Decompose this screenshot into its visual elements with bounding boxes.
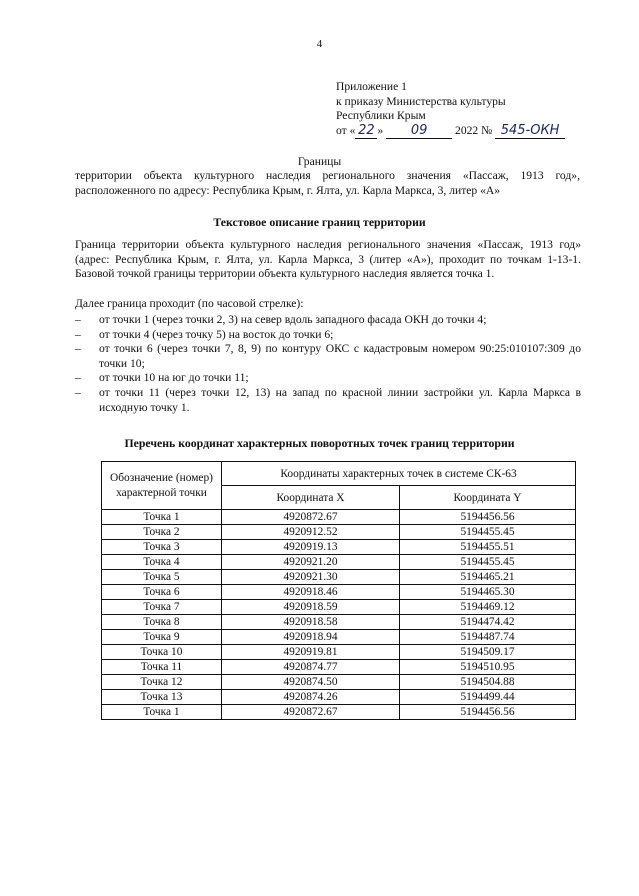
table-row bbox=[102, 690, 576, 705]
table-row bbox=[102, 675, 576, 690]
date-mid: » bbox=[377, 123, 384, 137]
cell-point: Точка 7 bbox=[102, 600, 222, 615]
cell-x: 4920918.94 bbox=[222, 630, 400, 645]
cell-y: 5194504.88 bbox=[400, 675, 576, 690]
list-bullet: – bbox=[75, 342, 81, 356]
section-heading: Текстовое описание границ территории bbox=[213, 215, 426, 229]
cell-y: 5194465.30 bbox=[400, 585, 576, 600]
table-row bbox=[102, 570, 576, 585]
cell-y: 5194455.51 bbox=[400, 540, 576, 555]
cell-y: 5194465.21 bbox=[400, 570, 576, 585]
table-row bbox=[102, 645, 576, 660]
cell-y: 5194509.17 bbox=[400, 645, 576, 660]
cell-y: 5194456.56 bbox=[400, 510, 576, 525]
cell-y: 5194474.42 bbox=[400, 615, 576, 630]
cell-point: Точка 8 bbox=[102, 615, 222, 630]
cell-x: 4920912.52 bbox=[222, 525, 400, 540]
cell-point: Точка 4 bbox=[102, 555, 222, 570]
cell-point: Точка 12 bbox=[102, 675, 222, 690]
table-row bbox=[102, 705, 576, 720]
cell-point: Точка 6 bbox=[102, 585, 222, 600]
list-item bbox=[75, 342, 581, 371]
date-year: 2022 № bbox=[455, 123, 493, 137]
cell-x: 4920918.58 bbox=[222, 615, 400, 630]
list-item-text: от точки 6 (через точки 7, 8, 9) по контуру ОКС с кадастровым номером 90:25:010107:309 до точки 10; bbox=[99, 342, 581, 370]
list-bullet: – bbox=[75, 313, 81, 326]
cell-point: Точка 9 bbox=[102, 630, 222, 645]
appendix-line-1: Приложение 1 bbox=[336, 80, 407, 93]
table-body bbox=[102, 510, 576, 720]
route-list bbox=[75, 313, 581, 415]
route-intro: Далее граница проходит (по часовой стрелке): bbox=[75, 297, 304, 310]
table-header-row bbox=[102, 462, 576, 486]
cell-point: Точка 10 bbox=[102, 645, 222, 660]
cell-x: 4920921.20 bbox=[222, 555, 400, 570]
cell-x: 4920874.77 bbox=[222, 660, 400, 675]
cell-point: Точка 5 bbox=[102, 570, 222, 585]
table-row bbox=[102, 510, 576, 525]
cell-x: 4920918.46 bbox=[222, 585, 400, 600]
list-item bbox=[75, 371, 581, 386]
cell-point: Точка 3 bbox=[102, 540, 222, 555]
table-row bbox=[102, 660, 576, 675]
date-month: 09 bbox=[386, 124, 452, 140]
cell-x: 4920921.30 bbox=[222, 570, 400, 585]
table-row bbox=[102, 630, 576, 645]
cell-y: 5194499.44 bbox=[400, 690, 576, 705]
cell-y: 5194487.74 bbox=[400, 630, 576, 645]
cell-x: 4920872.67 bbox=[222, 705, 400, 720]
appendix-block bbox=[336, 80, 565, 139]
table-row bbox=[102, 615, 576, 630]
date-prefix: от « bbox=[336, 123, 356, 137]
cell-x: 4920919.13 bbox=[222, 540, 400, 555]
cell-x: 4920874.50 bbox=[222, 675, 400, 690]
header-coords: Координаты характерных точек в системе СК-63 bbox=[222, 462, 576, 486]
list-item-text: от точки 11 (через точки 12, 13) на запад по красной линии застройки ул. Карла Маркса в исходную точку 1. bbox=[99, 385, 581, 414]
table-row bbox=[102, 600, 576, 615]
table-row bbox=[102, 555, 576, 570]
cell-y: 5194456.56 bbox=[400, 705, 576, 720]
cell-x: 4920872.67 bbox=[222, 510, 400, 525]
table-row bbox=[102, 540, 576, 555]
cell-point: Точка 1 bbox=[102, 510, 222, 525]
cell-x: 4920918.59 bbox=[222, 600, 400, 615]
list-item bbox=[75, 386, 581, 415]
cell-y: 5194455.45 bbox=[400, 525, 576, 540]
cell-y: 5194469.12 bbox=[400, 600, 576, 615]
list-bullet: – bbox=[75, 385, 81, 399]
cell-x: 4920874.26 bbox=[222, 690, 400, 705]
document-subtitle: территории объекта культурного наследия регионального значения «Пассаж, 1913 год», расположенного по адресу: Республика Крым, г. Ялта, ул. Карла Маркса, 3, литер «А» bbox=[75, 169, 580, 197]
cell-y: 5194455.45 bbox=[400, 555, 576, 570]
list-item-text: от точки 10 на юг до точки 11; bbox=[99, 371, 249, 385]
order-number: 545-ОКН bbox=[495, 124, 565, 140]
cell-point: Точка 13 bbox=[102, 690, 222, 705]
header-point: Обозначение (номер) характерной точки bbox=[102, 462, 222, 510]
table-row bbox=[102, 525, 576, 540]
date-day: 22 bbox=[355, 124, 377, 140]
list-item bbox=[75, 313, 581, 328]
appendix-line-2: к приказу Министерства культуры bbox=[336, 94, 506, 108]
header-y: Координата Y bbox=[400, 486, 576, 510]
table-row bbox=[102, 585, 576, 600]
list-item-text: от точки 4 (через точку 5) на восток до точки 6; bbox=[99, 327, 334, 341]
coordinates-table bbox=[101, 461, 576, 720]
list-item bbox=[75, 328, 581, 343]
appendix-line-3: Республики Крым bbox=[336, 109, 426, 122]
list-bullet: – bbox=[75, 327, 81, 341]
appendix-date-line bbox=[336, 124, 565, 140]
list-item-text: от точки 1 (через точки 2, 3) на север вдоль западного фасада ОКН до точки 4; bbox=[99, 313, 487, 326]
cell-point: Точка 1 bbox=[102, 705, 222, 720]
cell-point: Точка 11 bbox=[102, 660, 222, 675]
boundary-description: Граница территории объекта культурного наследия регионального значения «Пассаж, 1913 год» (адрес: Республика Крым, г. Ялта, ул. Карла Маркса, 3 (литер «А»), проходит по точкам 1-13-1. Базовой точкой границы территории объекта культурного наследия является точка 1. bbox=[75, 238, 581, 281]
list-bullet: – bbox=[75, 371, 81, 385]
document-title: Границы bbox=[297, 155, 342, 168]
table-title: Перечень координат характерных поворотных точек границ территории bbox=[124, 436, 515, 450]
cell-y: 5194510.95 bbox=[400, 660, 576, 675]
cell-point: Точка 2 bbox=[102, 525, 222, 540]
header-x: Координата X bbox=[222, 486, 400, 510]
cell-x: 4920919.81 bbox=[222, 645, 400, 660]
page-number: 4 bbox=[316, 38, 323, 50]
